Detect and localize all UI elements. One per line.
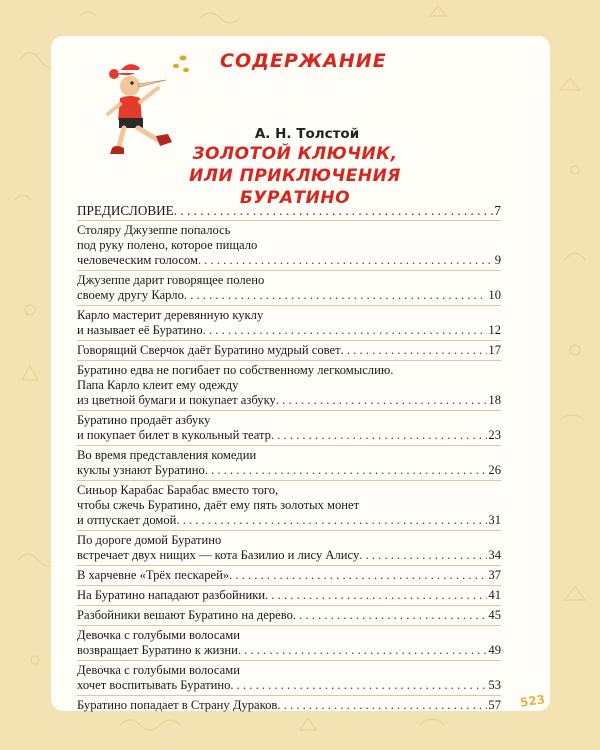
toc-entry — [77, 271, 501, 306]
toc-entry — [77, 696, 501, 715]
toc-entry-last-line — [77, 568, 501, 583]
toc-page-number: 49 — [488, 643, 501, 657]
toc-entry-last-line — [77, 513, 501, 528]
toc-entry-line — [77, 363, 501, 378]
toc-entry-last-line — [77, 643, 501, 658]
toc-leader-dots — [229, 568, 487, 583]
toc-leader-dots — [176, 513, 487, 528]
toc-entry-last-line — [77, 698, 501, 713]
toc-entry-last-line — [77, 548, 501, 563]
toc-page-number: 37 — [488, 568, 501, 582]
toc-entry-text: своему другу Карло — [77, 288, 184, 302]
toc-page-number: 57 — [488, 698, 501, 712]
toc-entry-last-line — [77, 288, 501, 303]
toc-leader-dots — [341, 343, 488, 358]
toc-leader-dots — [184, 288, 488, 303]
toc-entry-text: На Буратино нападают разбойники — [77, 588, 266, 602]
toc-entry-last-line — [77, 323, 501, 338]
toc-entry-line — [77, 448, 501, 463]
toc-page-number: 12 — [488, 323, 501, 337]
toc-entry-text: Во время представления комедии — [77, 448, 257, 462]
toc-entry-line — [77, 378, 501, 393]
toc-entry-last-line — [77, 343, 501, 358]
toc-entry — [77, 221, 501, 271]
toc-entry-text: и называет её Буратино — [77, 323, 203, 337]
toc-entry-text: и отпускает домой — [77, 513, 177, 527]
toc-entry — [77, 341, 501, 361]
toc-entry-text: Девочка с голубыми волосами — [77, 663, 240, 677]
toc-entry-text: ПРЕДИСЛОВИЕ — [77, 203, 174, 218]
toc-entry-line — [77, 663, 501, 678]
toc-entry-text: Синьор Карабас Барабас вместо того, — [77, 483, 279, 497]
toc-entry — [77, 446, 501, 481]
toc-page-number: 10 — [488, 288, 501, 302]
toc-entry-text: Говорящий Сверчок даёт Буратино мудрый совет — [77, 343, 341, 357]
toc-entry-text: Папа Карло клеит ему одежду — [77, 378, 239, 392]
toc-entry-line — [77, 273, 501, 288]
page-heading: СОДЕРЖАНИЕ — [220, 50, 387, 72]
toc-entry — [77, 201, 501, 221]
toc-entry — [77, 566, 501, 586]
toc-entry-text: встречает двух нищих — кота Базилио и лису Алису — [77, 548, 360, 562]
toc-page-number: 31 — [488, 513, 501, 527]
toc-entry-text: Карло мастерит деревянную куклу — [77, 308, 264, 322]
toc-page-number: 18 — [488, 393, 501, 407]
toc-entry-text: По дороге домой Буратино — [77, 533, 222, 547]
page-number: 523 — [519, 692, 546, 710]
toc-entry-text: Девочка с голубыми волосами — [77, 628, 240, 642]
toc-page-number: 41 — [488, 588, 501, 602]
toc-entry-line — [77, 223, 501, 238]
toc-entry — [77, 481, 501, 531]
toc-entry-last-line — [77, 678, 501, 693]
toc-entry — [77, 531, 501, 566]
toc-entry-text: Буратино попадает в Страну Дураков — [77, 698, 278, 712]
toc-page-number: 7 — [494, 203, 501, 218]
author-name: А. Н. Толстой — [254, 126, 360, 142]
table-of-contents — [77, 201, 501, 715]
toc-entry-text: человеческим голосом — [77, 253, 198, 267]
toc-entry-last-line — [77, 393, 501, 408]
toc-entry — [77, 586, 501, 606]
toc-entry-text: чтобы сжечь Буратино, даёт ему пять золотых монет — [77, 498, 360, 512]
toc-entry-text: и покупает билет в кукольный театр — [77, 428, 271, 442]
toc-page-number: 23 — [488, 428, 501, 442]
toc-page-number: 26 — [488, 463, 501, 477]
toc-leader-dots — [198, 253, 494, 268]
toc-entry-text: Буратино едва не погибает по собственному легкомыслию. — [77, 363, 394, 377]
toc-entry-last-line — [77, 203, 501, 218]
toc-entry-line — [77, 498, 501, 513]
toc-entry-line — [77, 308, 501, 323]
toc-leader-dots — [230, 678, 487, 693]
toc-entry-text: куклы узнают Буратино — [77, 463, 205, 477]
toc-leader-dots — [359, 548, 487, 563]
toc-entry-last-line — [77, 463, 501, 478]
toc-entry — [77, 606, 501, 626]
toc-page-number: 45 — [488, 608, 501, 622]
toc-entry — [77, 361, 501, 411]
toc-entry-line — [77, 533, 501, 548]
toc-leader-dots — [205, 463, 488, 478]
toc-leader-dots — [271, 428, 487, 443]
toc-entry-last-line — [77, 428, 501, 443]
toc-leader-dots — [293, 608, 488, 623]
toc-page-number: 9 — [494, 253, 501, 267]
book-title-line: ИЛИ ПРИКЛЮЧЕНИЯ БУРАТИНО — [189, 166, 401, 208]
toc-entry-text: Буратино продаёт азбуку — [77, 413, 211, 427]
toc-entry-text: хочет воспитывать Буратино — [77, 678, 231, 692]
toc-leader-dots — [276, 393, 488, 408]
toc-leader-dots — [277, 698, 487, 713]
toc-entry-last-line — [77, 608, 501, 623]
toc-entry-text: Разбойники вешают Буратино на дерево — [77, 608, 293, 622]
toc-entry — [77, 661, 501, 696]
book-title — [140, 143, 450, 209]
toc-leader-dots — [265, 588, 487, 603]
toc-entry-last-line — [77, 253, 501, 268]
toc-page-number: 17 — [488, 343, 501, 357]
toc-entry-text: В харчевне «Трёх пескарей» — [77, 568, 230, 582]
toc-entry-text: из цветной бумаги и покупает азбуку — [77, 393, 276, 407]
toc-leader-dots — [203, 323, 488, 338]
toc-entry-line — [77, 483, 501, 498]
toc-entry-line — [77, 238, 501, 253]
toc-entry-line — [77, 628, 501, 643]
toc-entry-line — [77, 413, 501, 428]
toc-entry-text: под руку полено, которое пищало — [77, 238, 258, 252]
toc-entry-text: возвращает Буратино к жизни — [77, 643, 238, 657]
toc-page-number: 53 — [488, 678, 501, 692]
toc-entry-text: Джузеппе дарит говорящее полено — [77, 273, 265, 287]
toc-page-number: 34 — [488, 548, 501, 562]
book-title-line: ЗОЛОТОЙ КЛЮЧИК, — [192, 144, 398, 164]
toc-entry-last-line — [77, 588, 501, 603]
toc-entry-text: Столяру Джузеппе попалось — [77, 223, 231, 237]
toc-entry — [77, 626, 501, 661]
toc-entry — [77, 411, 501, 446]
toc-entry — [77, 306, 501, 341]
toc-leader-dots — [174, 203, 494, 218]
toc-leader-dots — [238, 643, 488, 658]
